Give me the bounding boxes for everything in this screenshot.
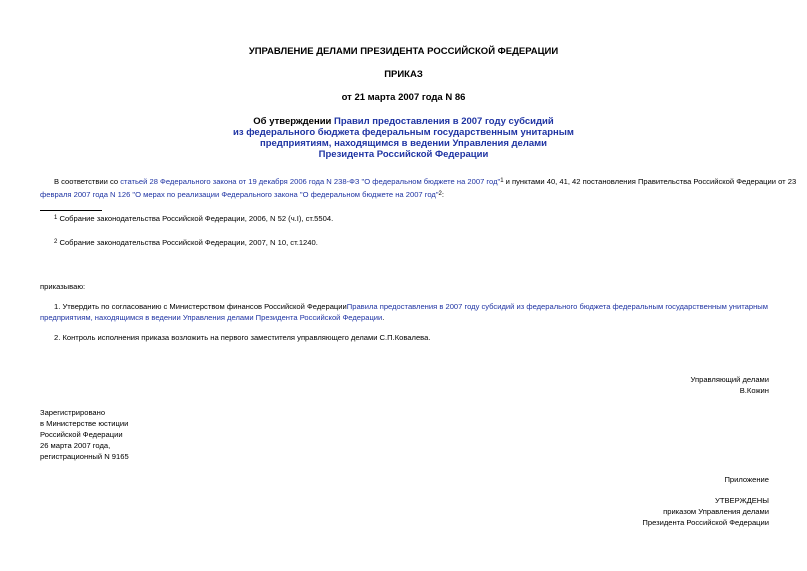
order-word: приказываю: <box>40 282 86 291</box>
document-type: ПРИКАЗ <box>384 69 423 80</box>
title-line-3[interactable]: предприятиям, находящимся в ведении Управления делами <box>259 138 548 149</box>
item-1-end: . <box>382 313 385 322</box>
rules-link[interactable]: Правила предоставления в 2007 году субсидий из федерального бюджета федеральным государственным унитарным <box>346 302 768 311</box>
issuing-authority: УПРАВЛЕНИЕ ДЕЛАМИ ПРЕЗИДЕНТА РОССИЙСКОЙ ФЕДЕРАЦИИ <box>248 46 559 57</box>
registration-line: Зарегистрировано <box>40 408 106 417</box>
preamble-text: : <box>441 190 445 199</box>
footnote-2 <box>54 237 318 248</box>
footnote-mark: 2 <box>54 239 58 245</box>
approved-by-line-1: приказом Управления делами <box>663 507 769 516</box>
registration-block <box>40 407 129 462</box>
registration-line: в Министерстве юстиции <box>40 419 129 428</box>
preamble-text: и пунктами 40, 41, 42 постановления Правительства Российской Федерации от 23 <box>503 177 797 186</box>
title-line-4[interactable]: Президента Российской Федерации <box>318 149 489 160</box>
registration-line: регистрационный N 9165 <box>40 452 129 461</box>
order-item-1-cont <box>40 312 384 323</box>
registration-line: Российской Федерации <box>40 430 123 439</box>
order-item-2: 2. Контроль исполнения приказа возложить на первого заместителя управляющего делами С.П.Ковалева. <box>54 333 431 342</box>
signatory-position: Управляющий делами <box>690 375 769 384</box>
rules-link-cont[interactable]: предприятиям, находящимся в ведении Управления делами Президента Российской Федерации <box>40 313 383 322</box>
footnote-divider <box>40 210 102 211</box>
document-date-number: от 21 марта 2007 года N 86 <box>341 92 466 103</box>
footnote-ref-2[interactable]: 2 <box>438 191 442 197</box>
title-link[interactable]: Правил предоставления в 2007 году субсидий <box>334 116 554 127</box>
signatory-name: В.Кожин <box>739 386 769 395</box>
title-prefix: Об утверждении <box>253 116 335 127</box>
footnote-mark: 1 <box>54 215 58 221</box>
appendix-label: Приложение <box>724 475 769 484</box>
title-line-2[interactable]: из федерального бюджета федеральным государственным унитарным <box>233 127 574 138</box>
federal-law-link[interactable]: статьей 28 Федерального закона от 19 декабря 2006 года N 238-ФЗ "О федеральном бюджете на 2007 год" <box>120 177 501 186</box>
order-item-1 <box>54 301 767 312</box>
preamble-line-1 <box>54 176 796 187</box>
approved-by-line-2: Президента Российской Федерации <box>642 518 769 527</box>
footnote-ref-1[interactable]: 1 <box>500 178 504 184</box>
footnote-text: Собрание законодательства Российской Федерации, 2007, N 10, ст.1240. <box>59 238 318 247</box>
government-decree-link[interactable]: февраля 2007 года N 126 "О мерах по реализации Федерального закона "О федеральном бюджете на 2007 год" <box>40 190 439 199</box>
preamble-text: В соответствии со <box>54 177 121 186</box>
document-title <box>0 116 807 160</box>
approved-label: УТВЕРЖДЕНЫ <box>715 496 769 505</box>
footnote-text: Собрание законодательства Российской Федерации, 2006, N 52 (ч.I), ст.5504. <box>59 214 334 223</box>
item-1-text: 1. Утвердить по согласованию с Министерством финансов Российской Федерации <box>54 302 347 311</box>
preamble-line-2 <box>40 189 444 200</box>
registration-line: 26 марта 2007 года, <box>40 441 111 450</box>
footnote-1 <box>54 213 333 224</box>
